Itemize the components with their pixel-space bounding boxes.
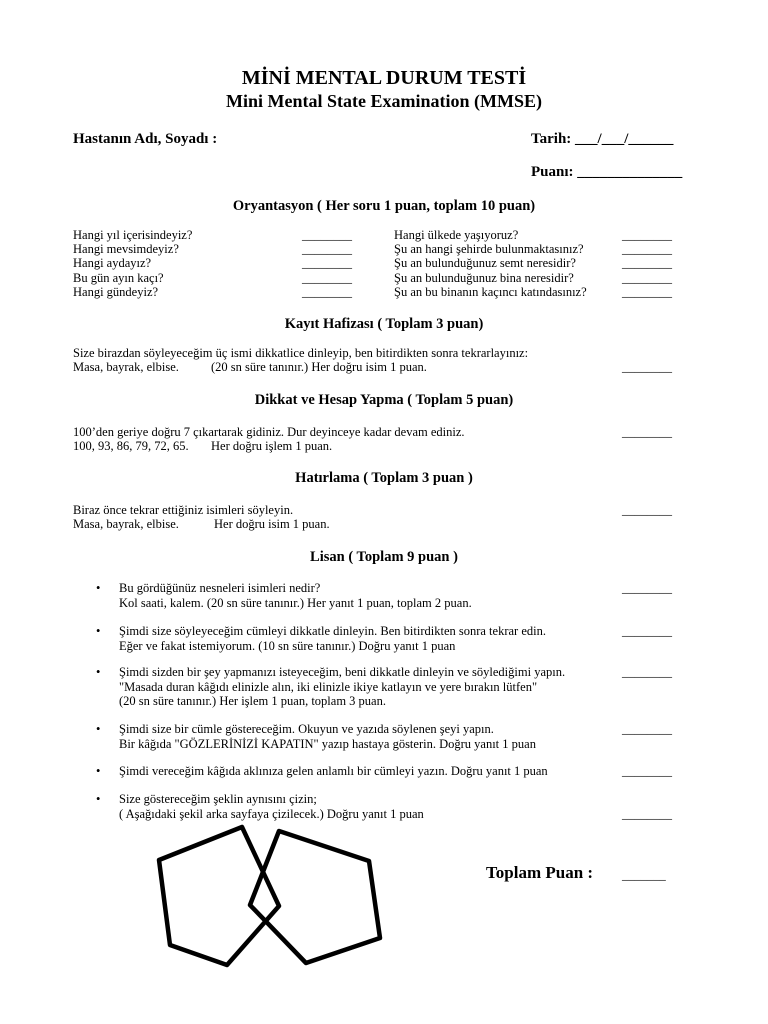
- orientation-question: Şu an hangi şehirde bulunmaktasınız?: [394, 242, 584, 257]
- answer-blank[interactable]: ________: [302, 270, 352, 285]
- patient-name-label: Hastanın Adı, Soyadı :: [73, 131, 218, 147]
- orientation-question: Bu gün ayın kaçı?: [73, 270, 164, 285]
- registration-words: Masa, bayrak, elbise.: [73, 360, 179, 374]
- attention-instruction: 100’den geriye doğru 7 çıkartarak gidiniz. Dur deyinceye kadar devam ediniz.: [73, 425, 465, 439]
- answer-blank[interactable]: ________: [622, 722, 672, 736]
- answer-blank[interactable]: ________: [302, 242, 352, 257]
- bullet-icon: •: [96, 792, 101, 806]
- answer-blank[interactable]: ________: [622, 284, 672, 299]
- language-item-line: (20 sn süre tanınır.) Her işlem 1 puan, toplam 3 puan.: [119, 694, 386, 709]
- answer-blank[interactable]: ________: [622, 228, 672, 242]
- recall-words: Masa, bayrak, elbise.: [73, 517, 179, 531]
- answer-blank[interactable]: ________: [622, 425, 672, 439]
- orientation-section-title: Oryantasyon ( Her soru 1 puan, toplam 10 puan): [232, 198, 536, 214]
- language-item-line: Kol saati, kalem. (20 sn süre tanınır.) Her yanıt 1 puan, toplam 2 puan.: [119, 595, 472, 610]
- language-item: [119, 792, 424, 821]
- orientation-left-blanks: [302, 228, 352, 299]
- orientation-question: Şu an bulunduğunuz bina neresidir?: [394, 270, 574, 285]
- language-item-line: Şimdi vereceğim kâğıda aklınıza gelen anlamlı bir cümleyi yazın. Doğru yanıt 1 puan: [119, 764, 548, 778]
- language-section-title: Lisan ( Toplam 9 puan ): [310, 549, 458, 565]
- total-score-label: Toplam Puan :: [486, 863, 594, 882]
- language-item-line: ( Aşağıdaki şekil arka sayfaya çizilecek.) Doğru yanıt 1 puan: [119, 806, 424, 821]
- language-item-line: Şimdi sizden bir şey yapmanızı isteyeceğim, beni dikkatle dinleyin ve söylediğimi yapın.: [119, 665, 566, 679]
- language-item-line: Şimdi size söyleyeceğim cümleyi dikkatle dinleyin. Ben bitirdikten sonra tekrar edin.: [119, 624, 546, 638]
- attention-scoring: Her doğru işlem 1 puan.: [211, 439, 333, 453]
- orientation-right-blanks: [622, 228, 672, 299]
- answer-blank[interactable]: ________: [302, 284, 352, 299]
- orientation-question: Şu an bulunduğunuz semt neresidir?: [394, 256, 576, 271]
- attention-sequence: 100, 93, 86, 79, 72, 65.: [73, 439, 189, 453]
- answer-blank[interactable]: ________: [622, 807, 672, 821]
- registration-instruction: Size birazdan söyleyeceğim üç ismi dikkatlice dinleyip, ben bitirdikten sonra tekrarlayınız:: [73, 346, 529, 360]
- answer-blank[interactable]: ________: [622, 503, 672, 517]
- language-item-line: Şimdi size bir cümle göstereceğim. Okuyun ve yazıda söylenen şeyi yapın.: [119, 722, 494, 736]
- language-item: [119, 764, 548, 779]
- orientation-question: Hangi mevsimdeyiz?: [73, 242, 179, 257]
- bullet-icon: •: [96, 722, 101, 736]
- left-pentagon: [159, 827, 279, 965]
- bullet-icon: •: [96, 624, 101, 638]
- language-item: [119, 624, 546, 653]
- language-item: [119, 722, 536, 751]
- bullet-icon: •: [96, 581, 101, 595]
- recall-section-title: Hatırlama ( Toplam 3 puan ): [295, 470, 473, 486]
- registration-section-title: Kayıt Hafizası ( Toplam 3 puan): [284, 316, 484, 332]
- orientation-question: Şu an bu binanın kaçıncı katındasınız?: [394, 284, 587, 299]
- score-field[interactable]: Puanı: ______________: [531, 164, 683, 180]
- total-score-blank[interactable]: _______: [622, 868, 666, 882]
- intersecting-pentagons-figure: [140, 822, 400, 982]
- language-item: [119, 581, 472, 610]
- attention-section-title: Dikkat ve Hesap Yapma ( Toplam 5 puan): [254, 392, 514, 408]
- orientation-right-questions: [394, 228, 587, 299]
- answer-blank[interactable]: ________: [622, 270, 672, 285]
- recall-instruction: Biraz önce tekrar ettiğiniz isimleri söyleyin.: [73, 503, 294, 517]
- orientation-question: Hangi aydayız?: [73, 256, 152, 271]
- registration-scoring: (20 sn süre tanınır.) Her doğru isim 1 puan.: [211, 360, 427, 374]
- right-pentagon: [250, 831, 380, 963]
- answer-blank[interactable]: ________: [622, 665, 672, 679]
- language-item-line: "Masada duran kâğıdı elinizle alın, iki elinizle ikiye katlayın ve yere bırakın lütfen": [119, 679, 538, 694]
- language-item-line: Eğer ve fakat istemiyorum. (10 sn süre tanınır.) Doğru yanıt 1 puan: [119, 638, 456, 653]
- answer-blank[interactable]: ________: [302, 228, 352, 242]
- language-item-line: Bu gördüğünüz nesneleri isimleri nedir?: [119, 581, 321, 595]
- language-item-line: Size göstereceğim şeklin aynısını çizin;: [119, 792, 317, 806]
- page-title: MİNİ MENTAL DURUM TESTİ: [241, 67, 527, 89]
- orientation-question: Hangi gündeyiz?: [73, 284, 159, 299]
- page-subtitle: Mini Mental State Examination (MMSE): [226, 91, 542, 111]
- answer-blank[interactable]: ________: [622, 624, 672, 638]
- answer-blank[interactable]: ________: [622, 581, 672, 595]
- date-field[interactable]: Tarih: ___/___/______: [531, 131, 674, 147]
- recall-scoring: Her doğru isim 1 puan.: [214, 517, 330, 531]
- orientation-question: Hangi ülkede yaşıyoruz?: [394, 228, 519, 242]
- orientation-left-questions: [73, 228, 192, 299]
- orientation-question: Hangi yıl içerisindeyiz?: [73, 228, 193, 242]
- language-item: [119, 665, 565, 709]
- bullet-icon: •: [96, 665, 101, 679]
- answer-blank[interactable]: ________: [622, 360, 672, 374]
- language-item-line: Bir kâğıda "GÖZLERİNİZİ KAPATIN" yazıp hastaya gösterin. Doğru yanıt 1 puan: [119, 736, 536, 751]
- answer-blank[interactable]: ________: [302, 256, 352, 271]
- answer-blank[interactable]: ________: [622, 242, 672, 257]
- bullet-icon: •: [96, 764, 101, 778]
- answer-blank[interactable]: ________: [622, 764, 672, 778]
- answer-blank[interactable]: ________: [622, 256, 672, 271]
